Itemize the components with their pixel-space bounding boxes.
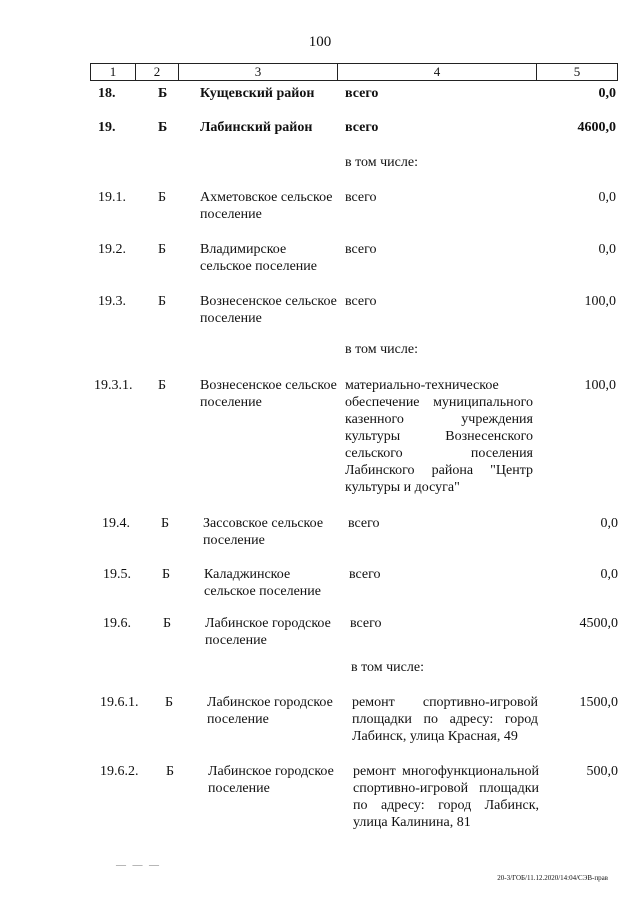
row-name: Вознесенское сельское поселение (200, 294, 337, 326)
including-label: в том числе: (345, 155, 418, 170)
row-amount: 0,0 (598, 86, 616, 101)
row-name: Вознесенское сельское поселение (200, 378, 337, 410)
including-label: в том числе: (351, 660, 424, 675)
row-number: 19.3. (98, 294, 126, 309)
row-description: ремонт многофункциональной спортивно-игровой площадки по адресу: город Лабинск, улица Калинина, 81 (353, 764, 539, 830)
row-amount: 500,0 (586, 764, 618, 779)
row-number: 19.1. (98, 190, 126, 205)
row-amount: 0,0 (598, 190, 616, 205)
row-category: Б (161, 516, 170, 531)
row-number: 19.4. (102, 516, 130, 531)
row-description: всего (345, 120, 379, 135)
row-name: Лабинское городское поселение (208, 764, 334, 796)
row-amount: 4600,0 (577, 120, 616, 135)
row-name: Лабинское городское поселение (207, 695, 333, 727)
row-name: Лабинский район (200, 120, 313, 135)
row-number: 19.6.1. (100, 695, 139, 710)
row-description: всего (350, 616, 382, 631)
row-amount: 1500,0 (579, 695, 618, 710)
page-number: 100 (308, 34, 332, 50)
row-category: Б (158, 190, 167, 205)
row-description: всего (348, 516, 380, 531)
row-description: всего (345, 242, 377, 257)
header-col-2: 2 (136, 64, 179, 80)
row-name: Владимирское сельское поселение (200, 242, 317, 274)
header-col-4: 4 (338, 64, 537, 80)
row-category: Б (165, 695, 174, 710)
row-amount: 100,0 (584, 294, 616, 309)
row-number: 19.3.1. (94, 378, 133, 393)
row-name: Каладжинское сельское поселение (204, 567, 321, 599)
row-description: всего (345, 190, 377, 205)
row-description: ремонт спортивно-игровой площадки по адресу: город Лабинск, улица Красная, 49 (352, 695, 538, 744)
row-description: всего (345, 294, 377, 309)
footer-dash: — — — (116, 860, 161, 871)
row-number: 19.2. (98, 242, 126, 257)
table-header (90, 63, 618, 81)
row-amount: 0,0 (598, 242, 616, 257)
row-category: Б (163, 616, 172, 631)
row-number: 19.6. (103, 616, 131, 631)
row-number: 18. (98, 86, 116, 101)
footer-stamp: 20-3/ГОБ/11.12.2020/14:04/СЭВ-прав (497, 874, 608, 882)
row-number: 19. (98, 120, 116, 135)
row-amount: 4500,0 (579, 616, 618, 631)
row-name: Лабинское городское поселение (205, 616, 331, 648)
row-amount: 0,0 (600, 567, 618, 582)
row-category: Б (158, 120, 168, 135)
row-name: Кущевский район (200, 86, 315, 101)
row-category: Б (166, 764, 175, 779)
row-amount: 0,0 (600, 516, 618, 531)
including-label: в том числе: (345, 342, 418, 357)
row-description: материально-техническое обеспечение муниципального казенного учреждения культуры Вознесенского сельского поселения Лабинского района "Центр культуры и досуга" (345, 378, 533, 495)
row-amount: 100,0 (584, 378, 616, 393)
header-col-5: 5 (573, 64, 581, 79)
row-category: Б (158, 294, 167, 309)
row-description: всего (349, 567, 381, 582)
row-category: Б (158, 86, 168, 101)
row-category: Б (158, 378, 167, 393)
header-col-3: 3 (179, 64, 338, 80)
row-name: Ахметовское сельское поселение (200, 190, 333, 222)
row-number: 19.5. (103, 567, 131, 582)
row-category: Б (162, 567, 171, 582)
row-description: всего (345, 86, 379, 101)
row-number: 19.6.2. (100, 764, 139, 779)
row-category: Б (158, 242, 167, 257)
header-col-1: 1 (91, 64, 136, 80)
row-name: Зассовское сельское поселение (203, 516, 324, 548)
